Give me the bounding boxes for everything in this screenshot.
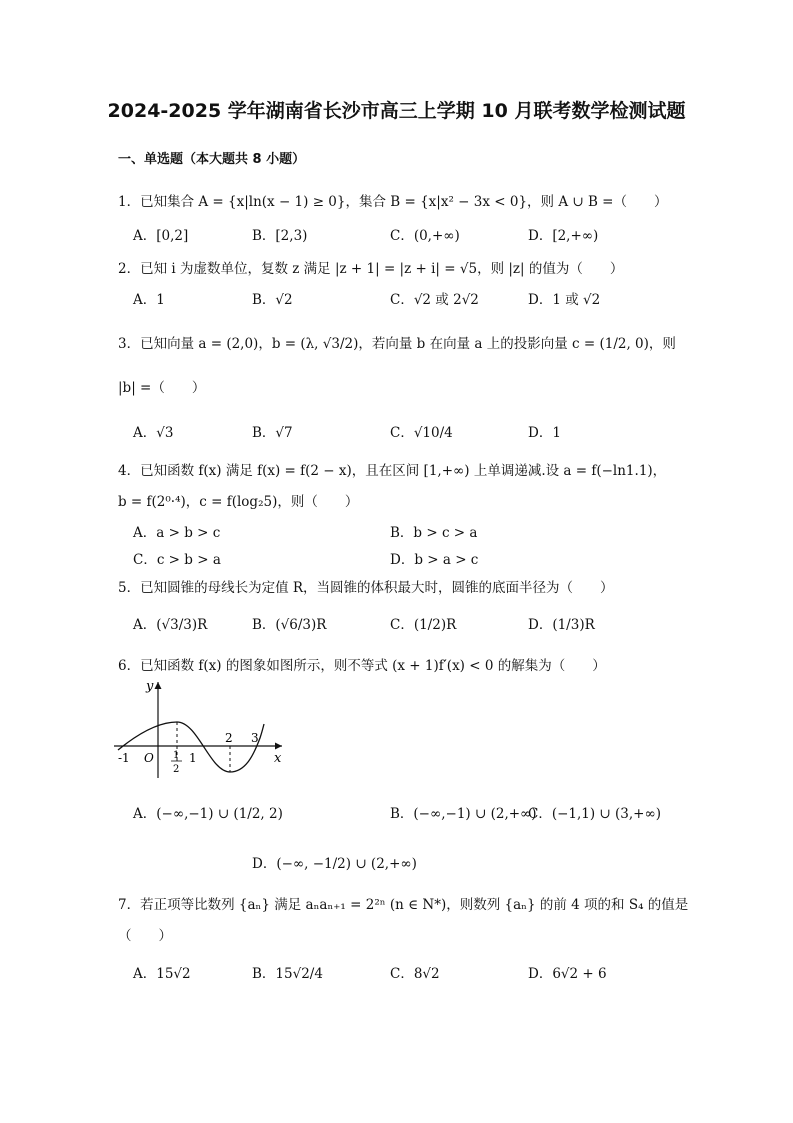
q4-option-d: D．b > a > c bbox=[390, 552, 479, 568]
q4-option-a: A．a > b > c bbox=[133, 525, 221, 541]
x-axis-label: x bbox=[274, 751, 282, 766]
q2-option-c: C．√2 或 2√2 bbox=[390, 292, 479, 308]
question-7-stem: 7．若正项等比数列 {aₙ} 满足 aₙaₙ₊₁ = 2²ⁿ (n ∈ N*)，则数列 {aₙ} 的前 4 项的和 S₄ 的值是 bbox=[118, 897, 689, 913]
y-axis-label: y bbox=[146, 679, 154, 694]
question-4-stem-line2: b = f(2⁰·⁴)，c = f(log₂5)，则（ ） bbox=[118, 494, 359, 510]
q3-option-a: A．√3 bbox=[133, 425, 174, 441]
tick-label-3: 3 bbox=[251, 731, 259, 745]
q5-option-a: A．(√3/3)R bbox=[133, 617, 208, 633]
tick-label-2: 2 bbox=[225, 731, 233, 745]
q7-option-b: B．15√2/4 bbox=[252, 966, 323, 982]
tick-label-neg1: -1 bbox=[118, 751, 130, 765]
q7-option-d: D．6√2 + 6 bbox=[528, 966, 607, 982]
q4-option-c: C．c > b > a bbox=[133, 552, 221, 568]
question-3-stem-line1: 3．已知向量 a = (2,0)，b = (λ, √3/2)，若向量 b 在向量 a 上的投影向量 c = (1/2, 0)，则 bbox=[118, 336, 676, 352]
q3-option-d: D．1 bbox=[528, 425, 561, 441]
section-heading: 一、单选题（本大题共 8 小题） bbox=[118, 152, 306, 167]
q1-option-c: C．(0,+∞) bbox=[390, 228, 460, 244]
q4-option-b: B．b > c > a bbox=[390, 525, 478, 541]
q5-option-c: C．(1/2)R bbox=[390, 617, 457, 633]
question-4-stem-line1: 4．已知函数 f(x) 满足 f(x) = f(2 − x)，且在区间 [1,+∞) 上单调递减.设 a = f(−ln1.1)， bbox=[118, 463, 667, 479]
page-title: 2024-2025 学年湖南省长沙市高三上学期 10 月联考数学检测试题 bbox=[107, 100, 686, 122]
tick-label-1: 1 bbox=[189, 751, 197, 765]
question-1-stem: 1．已知集合 A = {x|ln(x − 1) ≥ 0}，集合 B = {x|x² − 3x < 0}，则 A ∪ B =（ ） bbox=[118, 194, 668, 210]
q5-option-d: D．(1/3)R bbox=[528, 617, 595, 633]
q5-option-b: B．(√6/3)R bbox=[252, 617, 327, 633]
q2-option-b: B．√2 bbox=[252, 292, 293, 308]
q2-option-d: D．1 或 √2 bbox=[528, 292, 601, 308]
q3-option-c: C．√10/4 bbox=[390, 425, 453, 441]
q7-option-c: C．8√2 bbox=[390, 966, 440, 982]
q1-option-b: B．[2,3) bbox=[252, 228, 308, 244]
q1-option-a: A．[0,2] bbox=[133, 228, 189, 244]
question-6-stem: 6．已知函数 f(x) 的图象如图所示，则不等式 (x + 1)f′(x) < 0 的解集为（ ） bbox=[118, 658, 606, 674]
q6-option-b: B．(−∞,−1) ∪ (2,+∞) bbox=[390, 806, 537, 822]
question-2-stem: 2．已知 i 为虚数单位，复数 z 满足 |z + 1| = |z + i| = √5，则 |z| 的值为（ ） bbox=[118, 261, 624, 277]
q6-option-c: C．(−1,1) ∪ (3,+∞) bbox=[528, 806, 662, 822]
tick-label-half-den: 2 bbox=[173, 764, 180, 775]
q6-option-a: A．(−∞,−1) ∪ (1/2, 2) bbox=[133, 806, 283, 822]
origin-label: O bbox=[144, 751, 154, 765]
q7-option-a: A．15√2 bbox=[133, 966, 191, 982]
q3-option-b: B．√7 bbox=[252, 425, 293, 441]
function-graph bbox=[110, 676, 295, 781]
question-7-stem-line2: （ ） bbox=[118, 928, 172, 944]
tick-label-half-num: 1 bbox=[173, 750, 180, 761]
q6-option-d: D．(−∞, −1/2) ∪ (2,+∞) bbox=[252, 856, 417, 872]
q2-option-a: A．1 bbox=[133, 292, 165, 308]
question-3-stem-line2: |b| =（ ） bbox=[118, 380, 206, 396]
q1-option-d: D．[2,+∞) bbox=[528, 228, 599, 244]
question-5-stem: 5．已知圆锥的母线长为定值 R，当圆锥的体积最大时，圆锥的底面半径为（ ） bbox=[118, 580, 614, 596]
